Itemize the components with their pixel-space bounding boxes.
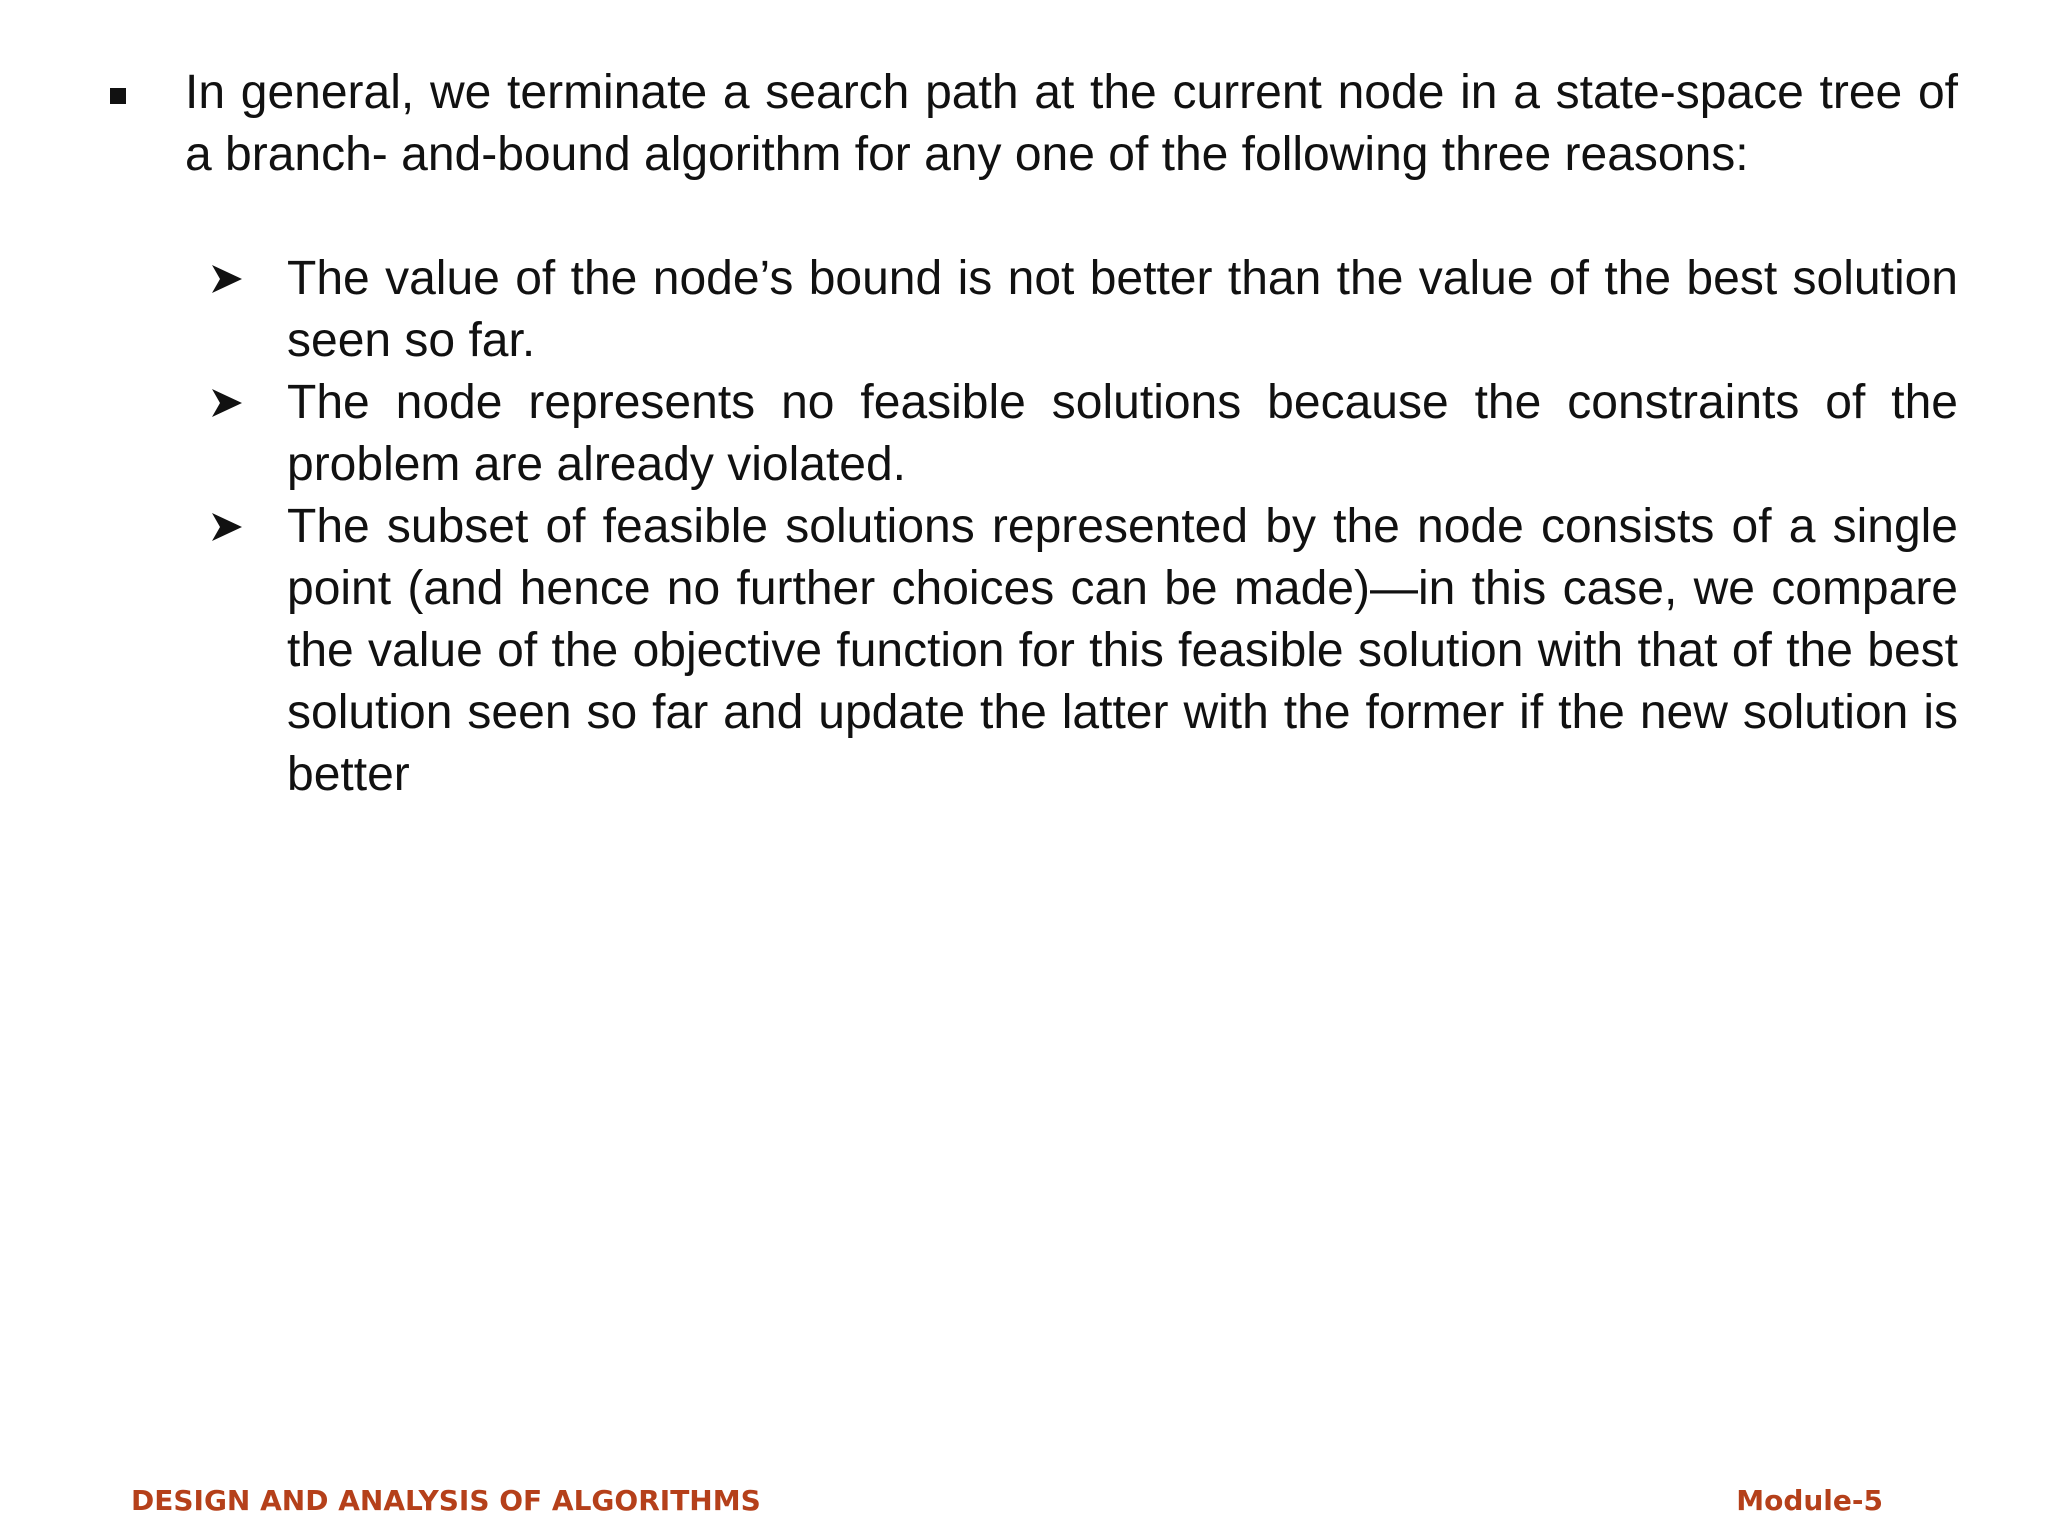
module-label: Module-5 bbox=[1736, 1484, 1883, 1517]
sub-bullet-text: The subset of feasible solutions represented by the node consists of a single point (and hence no further choices can be made)—in this case, we compare the value of the objective function for this feasible solution with that of the best solution seen so far and update the latter with the former if the new solution is better bbox=[287, 500, 1958, 801]
sub-bullet-item bbox=[210, 496, 1958, 806]
sub-bullet-item bbox=[210, 372, 1958, 496]
arrowhead-bullet-icon bbox=[210, 262, 244, 296]
slide-footer bbox=[0, 1484, 2048, 1524]
sub-bullet-text: The node represents no feasible solutions because the constraints of the problem are already violated. bbox=[287, 376, 1958, 491]
arrowhead-bullet-icon bbox=[210, 386, 244, 420]
sub-bullet-item bbox=[210, 248, 1958, 372]
main-bullet-text: In general, we terminate a search path at the current node in a state-space tree of a branch- and-bound algorithm for any one of the following three reasons: bbox=[185, 66, 1958, 181]
square-bullet-icon bbox=[110, 88, 126, 104]
course-title: DESIGN AND ANALYSIS OF ALGORITHMS bbox=[131, 1484, 761, 1517]
arrowhead-bullet-icon bbox=[210, 510, 244, 544]
sub-bullet-list bbox=[210, 248, 1958, 806]
sub-bullet-text: The value of the node’s bound is not better than the value of the best solution seen so far. bbox=[287, 252, 1958, 367]
